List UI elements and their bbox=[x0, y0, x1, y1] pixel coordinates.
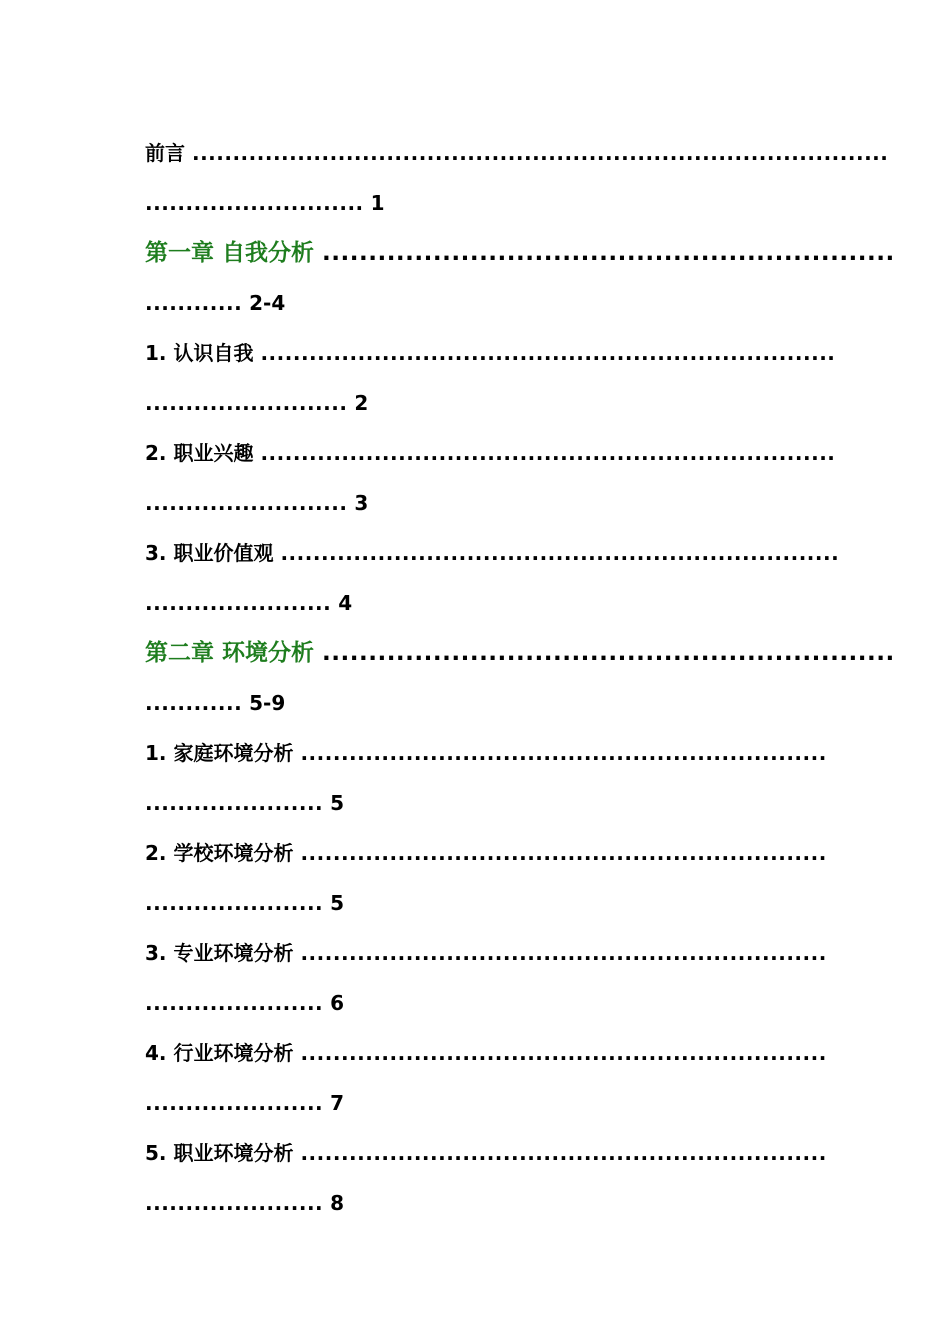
toc-leader-dots: ....................................................................... bbox=[260, 341, 836, 365]
toc-entry-school-environment[interactable] bbox=[145, 828, 827, 878]
toc-entry-label: 2. 职业兴趣 bbox=[145, 441, 254, 465]
toc-entry-label: 1. 家庭环境分析 bbox=[145, 741, 294, 765]
table-of-contents bbox=[145, 128, 895, 1228]
toc-entry-school-environment-page-line bbox=[145, 878, 805, 928]
toc-chapter-label: 第二章 环境分析 bbox=[145, 640, 315, 666]
toc-leader-dots: ...................... bbox=[145, 891, 324, 915]
toc-leader-dots: ................................................................. bbox=[300, 1041, 827, 1065]
toc-leader-dots: ................................................................. bbox=[300, 941, 827, 965]
toc-entry-label: 3. 职业价值观 bbox=[145, 541, 274, 565]
toc-entry-chapter-2-page-line bbox=[145, 678, 805, 728]
toc-entry-label: 3. 专业环境分析 bbox=[145, 941, 294, 965]
toc-entry-preface-page-line bbox=[145, 178, 805, 228]
toc-leader-dots: .............................................................. bbox=[322, 640, 895, 666]
toc-entry-chapter-1-page-line bbox=[145, 278, 805, 328]
toc-entry-industry-environment[interactable] bbox=[145, 1028, 827, 1078]
toc-page-number: 1 bbox=[370, 191, 385, 215]
toc-entry-label: 前言 bbox=[145, 141, 185, 165]
toc-entry-label: 4. 行业环境分析 bbox=[145, 1041, 294, 1065]
toc-entry-label: 1. 认识自我 bbox=[145, 341, 254, 365]
toc-entry-career-values[interactable] bbox=[145, 528, 840, 578]
toc-leader-dots: ...................... bbox=[145, 1091, 324, 1115]
toc-entry-chapter-2[interactable] bbox=[145, 628, 895, 678]
toc-entry-family-environment-page-line bbox=[145, 778, 805, 828]
toc-leader-dots: ..................................................................... bbox=[280, 541, 840, 565]
toc-entry-label: 2. 学校环境分析 bbox=[145, 841, 294, 865]
toc-entry-industry-environment-page-line bbox=[145, 1078, 805, 1128]
toc-entry-label: 5. 职业环境分析 bbox=[145, 1141, 294, 1165]
toc-entry-major-environment-page-line bbox=[145, 978, 805, 1028]
toc-chapter-label: 第一章 自我分析 bbox=[145, 240, 315, 266]
toc-leader-dots: ....................... bbox=[145, 591, 332, 615]
toc-page-number: 6 bbox=[330, 991, 345, 1015]
toc-page-number: 2 bbox=[354, 391, 369, 415]
toc-leader-dots: ....................................................................... bbox=[260, 441, 836, 465]
toc-entry-occupation-environment[interactable] bbox=[145, 1128, 827, 1178]
toc-entry-self-knowledge-page-line bbox=[145, 378, 805, 428]
toc-leader-dots: ...................... bbox=[145, 991, 324, 1015]
toc-page-number: 3 bbox=[354, 491, 369, 515]
toc-entry-self-knowledge[interactable] bbox=[145, 328, 836, 378]
toc-leader-dots: ......................... bbox=[145, 491, 348, 515]
toc-entry-career-interest-page-line bbox=[145, 478, 805, 528]
toc-entry-career-interest[interactable] bbox=[145, 428, 836, 478]
toc-leader-dots: ................................................................. bbox=[300, 741, 827, 765]
toc-leader-dots: ......................... bbox=[145, 391, 348, 415]
toc-leader-dots: ............ bbox=[145, 291, 243, 315]
toc-page-number: 5 bbox=[330, 891, 345, 915]
toc-leader-dots: .............................................................. bbox=[322, 240, 895, 266]
toc-leader-dots: ........................... bbox=[145, 191, 364, 215]
toc-entry-family-environment[interactable] bbox=[145, 728, 827, 778]
toc-leader-dots: ...................... bbox=[145, 1191, 324, 1215]
toc-page-number: 5-9 bbox=[249, 691, 286, 715]
toc-page-number: 8 bbox=[330, 1191, 345, 1215]
toc-leader-dots: ............ bbox=[145, 691, 243, 715]
toc-page-number: 4 bbox=[338, 591, 353, 615]
toc-entry-preface[interactable] bbox=[145, 128, 889, 178]
toc-entry-occupation-environment-page-line bbox=[145, 1178, 805, 1228]
toc-entry-career-values-page-line bbox=[145, 578, 805, 628]
toc-leader-dots: ................................................................. bbox=[300, 841, 827, 865]
toc-entry-chapter-1[interactable] bbox=[145, 228, 895, 278]
toc-leader-dots: ................................................................. bbox=[300, 1141, 827, 1165]
toc-page-number: 2-4 bbox=[249, 291, 286, 315]
toc-page-number: 5 bbox=[330, 791, 345, 815]
toc-page-number: 7 bbox=[330, 1091, 345, 1115]
toc-entry-major-environment[interactable] bbox=[145, 928, 827, 978]
toc-leader-dots: ...................................................................................... bbox=[191, 141, 889, 165]
toc-leader-dots: ...................... bbox=[145, 791, 324, 815]
